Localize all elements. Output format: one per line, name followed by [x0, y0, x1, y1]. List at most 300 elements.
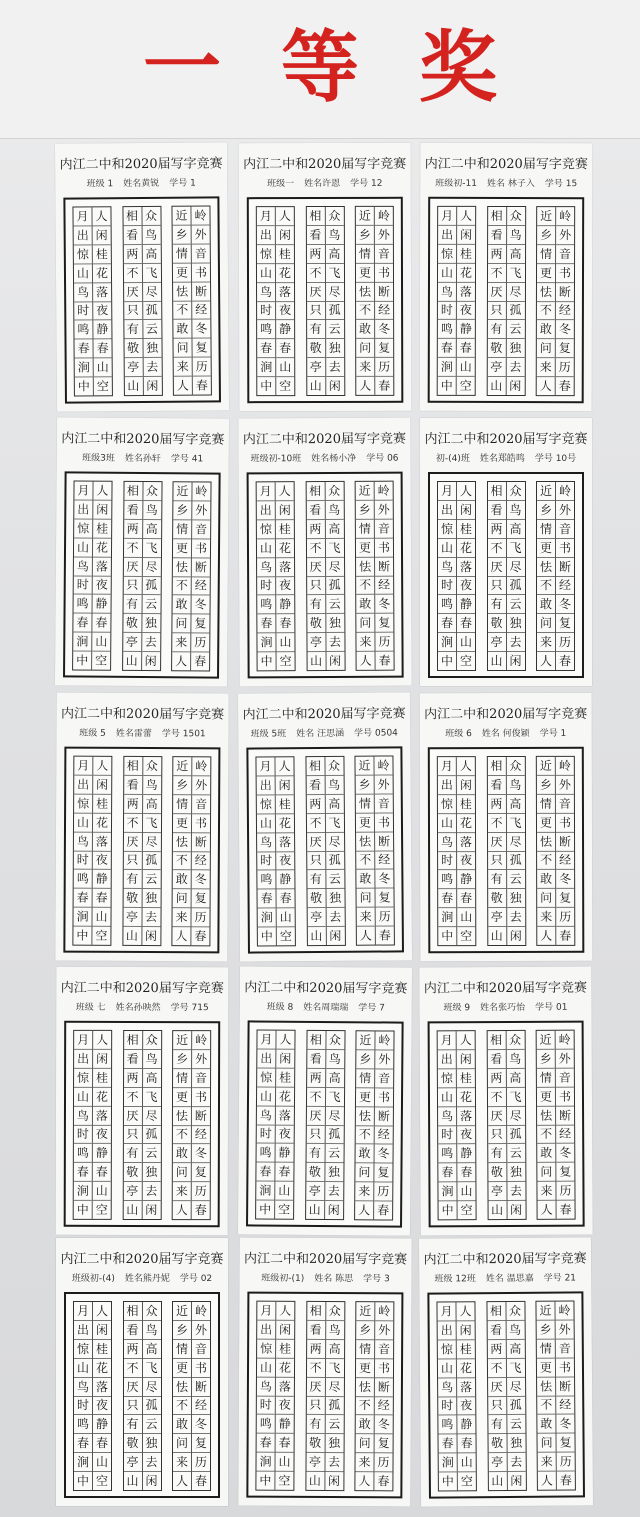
character-cell: 惊 [74, 244, 92, 263]
character-cell: 问 [173, 1162, 191, 1181]
character-cell: 不 [487, 263, 505, 282]
verse-pair [122, 756, 162, 946]
verse-column [373, 756, 393, 944]
name-label: 姓名黄锐 [123, 178, 160, 190]
character-cell: 人 [537, 926, 555, 945]
character-cell: 山 [488, 651, 506, 670]
character-cell: 外 [192, 1320, 210, 1339]
character-cell: 两 [306, 794, 324, 813]
character-cell: 尽 [326, 831, 344, 850]
character-cell: 独 [507, 613, 525, 632]
character-cell: 鸟 [326, 1049, 344, 1068]
character-cell: 山 [74, 1358, 92, 1377]
character-cell: 只 [123, 575, 141, 594]
character-cell: 鸟 [438, 557, 456, 576]
character-cell: 断 [375, 281, 393, 300]
character-cell: 敢 [173, 319, 191, 338]
character-cell: 山 [123, 651, 141, 670]
character-cell: 岭 [377, 208, 390, 223]
character-cell: 春 [438, 1434, 456, 1453]
character-cell: 人 [459, 759, 472, 774]
character-cell: 有 [123, 594, 141, 613]
character-cell: 闲 [507, 926, 525, 945]
character-cell: 外 [556, 775, 574, 794]
character-cell: 不 [306, 1087, 324, 1106]
character-cell: 相 [125, 208, 139, 224]
character-cell: 历 [556, 632, 574, 651]
character-cell: 高 [325, 794, 343, 813]
character-cell: 众 [144, 208, 158, 223]
character-cell: 山 [257, 1357, 275, 1376]
character-cell: 孤 [142, 851, 160, 870]
character-cell: 有 [307, 594, 325, 613]
character-cell: 尽 [325, 1377, 343, 1396]
character-cell: 有 [307, 319, 325, 338]
name-label: 姓名 陈思 [314, 1273, 354, 1285]
character-cell: 闲 [143, 376, 161, 395]
character-cell: 来 [538, 1452, 556, 1471]
character-cell: 涧 [258, 908, 276, 927]
character-cell: 时 [257, 301, 275, 320]
character-cell: 敬 [123, 888, 141, 907]
character-cell: 人 [278, 484, 291, 499]
character-cell: 涧 [438, 907, 456, 926]
character-cell: 花 [457, 813, 475, 832]
character-cell: 岭 [195, 484, 208, 499]
character-cell: 乡 [356, 1049, 374, 1068]
character-cell: 怯 [356, 281, 374, 300]
character-cell: 外 [556, 1319, 574, 1338]
character-cell: 书 [375, 263, 393, 282]
character-cell: 乡 [537, 500, 555, 519]
character-cell: 鸟 [257, 1376, 275, 1395]
character-cell: 来 [537, 357, 555, 376]
character-cell: 音 [375, 518, 393, 537]
character-cell: 人 [357, 926, 375, 945]
verse-pair [354, 755, 394, 945]
verse-column [123, 1031, 141, 1219]
character-cell: 静 [457, 594, 475, 613]
character-cell: 看 [487, 775, 505, 794]
character-cell: 鸟 [506, 775, 524, 794]
character-cell: 夜 [457, 300, 475, 319]
character-cell: 中 [73, 651, 91, 670]
character-cell: 月 [259, 209, 272, 224]
character-cell: 出 [438, 225, 456, 244]
verse-pair [172, 1301, 211, 1491]
character-cell: 桂 [276, 1339, 294, 1358]
character-cell: 桂 [457, 1339, 475, 1358]
character-cell: 书 [192, 813, 210, 832]
character-cell: 众 [328, 1303, 341, 1319]
character-cell: 厌 [124, 282, 142, 301]
character-cell: 山 [93, 1181, 111, 1200]
character-cell: 落 [276, 1105, 294, 1124]
character-cell: 书 [375, 812, 393, 831]
student-info [239, 176, 411, 189]
character-cell: 春 [93, 339, 111, 358]
character-cell: 鸣 [438, 594, 456, 613]
character-cell: 独 [142, 1162, 160, 1181]
character-cell: 闲 [507, 1200, 525, 1219]
contest-title: 内江二中和2020届写字竞赛 [243, 156, 407, 173]
student-info [56, 726, 228, 740]
character-cell: 复 [375, 613, 393, 632]
award-sheet [55, 142, 229, 411]
character-cell: 乡 [356, 1320, 374, 1339]
character-cell: 敬 [488, 1162, 506, 1181]
character-cell: 两 [307, 1068, 325, 1087]
character-cell: 飞 [142, 263, 160, 282]
character-cell: 涧 [438, 357, 456, 376]
character-cell: 外 [375, 500, 393, 519]
character-cell: 静 [93, 594, 111, 613]
character-cell: 空 [93, 1200, 111, 1219]
character-cell: 近 [358, 208, 371, 223]
character-cell: 独 [325, 1433, 343, 1452]
character-cell: 孤 [507, 576, 525, 595]
character-cell: 敬 [488, 888, 506, 907]
character-cell: 鸟 [257, 832, 275, 851]
character-cell: 人 [173, 1200, 191, 1219]
character-cell: 鸣 [257, 1143, 275, 1162]
character-cell: 人 [96, 758, 109, 773]
character-cell: 不 [123, 1087, 141, 1106]
number-label: 学号 1 [169, 178, 196, 189]
character-cell: 闲 [457, 775, 475, 794]
class-label: 班级初-11 [435, 178, 478, 189]
character-cell: 不 [173, 300, 191, 319]
character-cell: 人 [279, 1303, 292, 1318]
character-cell: 冬 [556, 1143, 574, 1162]
verse-column [555, 207, 574, 395]
verse-pair [486, 1301, 526, 1491]
character-cell: 岭 [378, 1304, 391, 1319]
character-cell: 敢 [356, 1415, 374, 1434]
verse-column [275, 482, 295, 670]
character-cell: 去 [507, 907, 525, 926]
character-cell: 问 [356, 338, 374, 357]
character-cell: 复 [556, 1162, 574, 1181]
character-cell: 历 [556, 907, 574, 926]
character-cell: 看 [487, 1049, 505, 1068]
character-cell: 情 [173, 1068, 191, 1087]
verse-column [537, 482, 555, 670]
verse-pair [171, 205, 211, 395]
verse-column [141, 1031, 160, 1219]
character-cell: 厌 [488, 557, 506, 576]
character-cell: 近 [359, 1304, 372, 1319]
character-cell: 不 [306, 813, 324, 832]
character-cell: 山 [257, 1086, 275, 1105]
character-cell: 怯 [173, 1377, 191, 1396]
character-cell: 闲 [93, 500, 111, 519]
character-cell: 经 [192, 1396, 210, 1415]
character-cell: 来 [174, 357, 192, 376]
character-cell: 春 [438, 888, 456, 907]
character-cell: 山 [275, 1452, 293, 1471]
verse-pair [535, 1300, 575, 1490]
character-cell: 春 [74, 1433, 92, 1452]
character-cell: 复 [375, 888, 393, 907]
character-cell: 人 [174, 376, 192, 395]
character-cell: 经 [375, 300, 393, 319]
character-cell: 只 [124, 301, 142, 320]
character-cell: 复 [556, 338, 574, 357]
verse-column [487, 1302, 506, 1490]
character-cell: 不 [356, 850, 374, 869]
student-info [419, 1000, 591, 1014]
character-cell: 乡 [356, 500, 374, 519]
character-cell: 静 [457, 870, 475, 889]
character-cell: 尽 [143, 281, 161, 300]
verse-column [172, 207, 191, 395]
award-sheet [419, 1237, 593, 1506]
character-cell: 外 [192, 1049, 210, 1068]
character-cell: 看 [306, 500, 324, 519]
character-cell: 空 [94, 376, 112, 395]
character-cell: 时 [438, 851, 456, 870]
character-cell: 花 [93, 1087, 111, 1106]
character-cell: 两 [306, 519, 324, 538]
character-cell: 情 [173, 1339, 191, 1358]
character-cell: 桂 [457, 794, 475, 813]
verse-column [92, 1031, 111, 1219]
character-cell: 鸣 [438, 1144, 456, 1163]
character-cell: 不 [487, 1087, 505, 1106]
character-cell: 鸟 [507, 500, 525, 519]
character-cell: 怯 [356, 831, 374, 850]
character-cell: 亭 [488, 632, 506, 651]
character-cell: 乡 [356, 225, 374, 244]
student-info [420, 726, 592, 739]
character-cell: 飞 [325, 538, 343, 557]
character-cell: 山 [438, 1087, 456, 1106]
character-cell: 外 [375, 774, 393, 793]
character-cell: 鸟 [143, 1320, 161, 1339]
character-cell: 书 [192, 1087, 210, 1106]
contest-title: 内江二中和2020届写字竞赛 [424, 706, 588, 723]
character-cell: 云 [142, 594, 160, 613]
character-cell: 尽 [506, 282, 524, 301]
character-cell: 鸟 [143, 1049, 161, 1068]
character-cell: 鸣 [257, 595, 275, 614]
character-cell: 春 [557, 1200, 575, 1219]
verse-column [438, 1031, 457, 1219]
character-cell: 问 [173, 889, 191, 908]
character-cell: 时 [74, 301, 92, 320]
character-cell: 静 [457, 1415, 475, 1434]
character-cell: 人 [96, 1032, 109, 1047]
character-cell: 不 [537, 576, 555, 595]
verse-column [487, 1031, 506, 1219]
character-cell: 亭 [123, 632, 141, 651]
character-cell: 中 [74, 1200, 92, 1219]
character-cell: 高 [507, 244, 525, 263]
character-cell: 云 [507, 594, 525, 613]
character-cell: 桂 [457, 1068, 475, 1087]
character-cell: 去 [325, 1181, 343, 1200]
character-cell: 空 [93, 1471, 111, 1490]
character-cell: 冬 [556, 1414, 574, 1433]
character-cell: 乡 [173, 1049, 191, 1068]
class-label: 班级 6 [445, 729, 472, 740]
character-cell: 高 [325, 519, 343, 538]
character-cell: 出 [74, 1049, 92, 1068]
character-cell: 不 [173, 851, 191, 870]
student-info [420, 451, 592, 464]
character-cell: 书 [556, 538, 574, 557]
character-cell: 时 [257, 851, 275, 870]
character-cell: 断 [556, 831, 574, 850]
verse-column [275, 207, 294, 395]
name-label: 姓名 汪思涵 [296, 728, 345, 740]
character-cell: 高 [506, 1339, 524, 1358]
verse-column [355, 757, 374, 945]
character-cell: 出 [438, 500, 456, 519]
character-cell: 冬 [192, 870, 210, 889]
character-cell: 花 [93, 263, 111, 282]
award-sheet [239, 143, 412, 411]
verse-column [487, 207, 505, 395]
writing-frame [63, 471, 221, 678]
character-cell: 涧 [438, 1182, 456, 1201]
character-cell: 鸟 [143, 500, 161, 519]
verse-pair [122, 1030, 161, 1220]
character-cell: 落 [457, 832, 475, 851]
character-cell: 春 [74, 888, 92, 907]
contest-title: 内江二中和2020届写字竞赛 [60, 980, 224, 997]
character-cell: 山 [458, 1452, 476, 1471]
verse-pair [171, 756, 211, 946]
character-cell: 山 [457, 1181, 475, 1200]
character-cell: 夜 [276, 1124, 294, 1143]
character-cell: 断 [192, 1106, 210, 1125]
character-cell: 两 [124, 1068, 142, 1087]
character-cell: 静 [93, 1143, 111, 1162]
verse-pair [354, 1301, 394, 1491]
character-cell: 亭 [488, 1181, 506, 1200]
character-cell: 看 [487, 1320, 505, 1339]
character-cell: 经 [556, 576, 574, 595]
character-cell: 敢 [537, 1414, 555, 1433]
character-cell: 历 [374, 1182, 392, 1201]
character-cell: 复 [192, 338, 210, 357]
character-cell: 乡 [356, 775, 374, 794]
character-cell: 人 [172, 651, 190, 670]
character-cell: 鸟 [438, 832, 456, 851]
character-cell: 冬 [375, 869, 393, 888]
character-cell: 静 [276, 595, 294, 614]
character-cell: 鸣 [257, 320, 275, 339]
character-cell: 音 [556, 794, 574, 813]
character-cell: 涧 [257, 357, 275, 376]
character-cell: 复 [375, 338, 393, 357]
verse-column [505, 757, 524, 945]
character-cell: 静 [93, 869, 111, 888]
character-cell: 外 [375, 225, 393, 244]
verse-column [274, 1302, 294, 1490]
character-cell: 经 [192, 300, 210, 319]
character-cell: 惊 [438, 794, 456, 813]
character-cell: 高 [143, 794, 161, 813]
character-cell: 经 [375, 575, 393, 594]
character-cell: 敢 [173, 595, 191, 614]
character-cell: 经 [375, 1396, 393, 1415]
character-cell: 空 [457, 926, 475, 945]
verse-pair [305, 1030, 345, 1220]
student-info [238, 725, 410, 739]
character-cell: 敬 [306, 1433, 324, 1452]
character-cell: 时 [257, 1395, 275, 1414]
verse-column [190, 757, 210, 945]
character-cell: 涧 [73, 632, 91, 651]
character-cell: 经 [556, 301, 574, 320]
character-cell: 敬 [306, 1162, 324, 1181]
character-cell: 月 [440, 759, 453, 774]
character-cell: 涧 [438, 632, 456, 651]
character-cell: 经 [375, 850, 393, 869]
student-info [239, 1271, 411, 1285]
character-cell: 春 [457, 613, 475, 632]
verse-column [306, 1302, 325, 1490]
character-cell: 人 [173, 1471, 191, 1490]
character-cell: 桂 [457, 519, 475, 538]
contest-title: 内江二中和2020届写字竞赛 [61, 706, 225, 723]
class-label: 班级 5 [79, 728, 106, 739]
character-cell: 亭 [123, 1181, 141, 1200]
character-cell: 春 [376, 926, 394, 945]
character-cell: 亭 [123, 907, 141, 926]
verse-column [257, 207, 275, 395]
character-cell: 云 [142, 1143, 160, 1162]
verse-column [274, 757, 294, 945]
character-cell: 人 [537, 376, 555, 395]
character-cell: 惊 [257, 794, 275, 813]
banner [0, 0, 640, 139]
character-cell: 高 [506, 1068, 524, 1087]
character-cell: 冬 [192, 1144, 210, 1163]
character-cell: 鸣 [74, 594, 92, 613]
character-cell: 春 [257, 1433, 275, 1452]
character-cell: 桂 [93, 518, 111, 537]
character-cell: 书 [556, 263, 574, 282]
character-cell: 山 [123, 926, 141, 945]
character-cell: 月 [259, 484, 272, 499]
character-cell: 闲 [457, 1320, 475, 1339]
character-cell: 落 [93, 1377, 111, 1396]
writing-frame [428, 747, 585, 953]
character-cell: 春 [438, 613, 456, 632]
character-cell: 问 [173, 1433, 191, 1452]
number-label: 学号 7 [358, 1003, 385, 1014]
character-cell: 山 [74, 537, 92, 556]
character-cell: 中 [438, 376, 456, 395]
verse-pair [486, 1030, 526, 1220]
verse-pair [536, 206, 575, 396]
character-cell: 不 [537, 850, 555, 869]
character-cell: 只 [306, 1395, 324, 1414]
character-cell: 尽 [326, 282, 344, 301]
verse-column [555, 757, 574, 945]
character-cell: 空 [92, 926, 110, 945]
character-cell: 断 [375, 1106, 393, 1125]
character-cell: 山 [123, 1200, 141, 1219]
character-cell: 情 [356, 793, 374, 812]
character-cell: 静 [457, 1144, 475, 1163]
verse-column [74, 1302, 92, 1490]
character-cell: 静 [93, 320, 111, 339]
